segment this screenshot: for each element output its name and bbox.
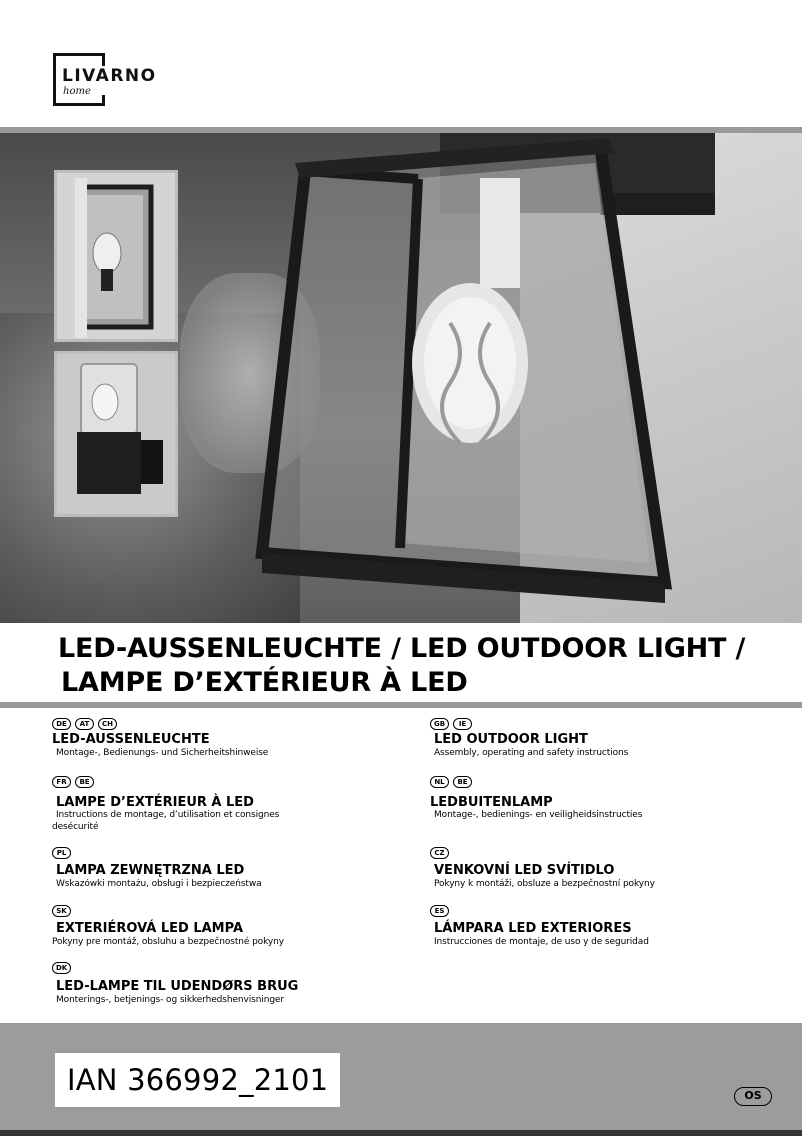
os-badge: OS xyxy=(734,1087,772,1106)
lang-title: LAMPA ZEWNĘTRZNA LED xyxy=(56,863,245,878)
country-badge: ES xyxy=(430,905,449,917)
lang-title: LÁMPARA LED EXTERIORES xyxy=(434,921,632,936)
country-badges xyxy=(52,847,412,861)
lang-title: LED-AUSSENLEUCHTE xyxy=(52,732,210,747)
lang-title: VENKOVNÍ LED SVÍTIDLO xyxy=(434,863,615,878)
lang-title: LAMPE D’EXTÉRIEUR À LED xyxy=(56,795,254,810)
lang-block-gb xyxy=(430,718,790,759)
country-badge: IE xyxy=(453,718,472,730)
hero-photo xyxy=(0,133,802,623)
country-badges xyxy=(52,962,412,976)
lang-description-cont: desécurité xyxy=(52,822,99,832)
brand-logo xyxy=(53,53,157,106)
country-badges xyxy=(430,776,790,790)
lang-title: LED OUTDOOR LIGHT xyxy=(434,732,588,747)
product-title xyxy=(58,632,745,700)
lang-block-cz xyxy=(430,847,790,890)
thumbnail-lantern xyxy=(54,170,178,342)
lang-title: LED-LAMPE TIL UDENDØRS BRUG xyxy=(56,979,299,994)
lang-block-fr xyxy=(52,776,412,834)
country-badge: GB xyxy=(430,718,449,730)
country-badges xyxy=(430,847,790,861)
country-badge: AT xyxy=(75,718,94,730)
lang-block-dk xyxy=(52,962,412,1006)
country-badge: DK xyxy=(52,962,71,974)
brand-name: LIVARNO xyxy=(62,66,157,86)
lang-description: Wskazówki montażu, obsługi i bezpieczeństwa xyxy=(56,879,262,889)
title-line-2: LAMPE D’EXTÉRIEUR À LED xyxy=(61,667,468,698)
lang-description: Montage-, Bedienungs- und Sicherheitshinweise xyxy=(56,748,269,758)
country-badges xyxy=(52,905,412,919)
lang-block-nl xyxy=(430,776,790,821)
lang-description: Monterings-, betjenings- og sikkerhedshenvisninger xyxy=(56,995,284,1005)
country-badge: FR xyxy=(52,776,71,788)
lang-block-pl xyxy=(52,847,412,890)
mid-divider xyxy=(0,702,802,708)
lang-description: Montage-, bedienings- en veiligheidsinstructies xyxy=(434,810,643,820)
country-badge: DE xyxy=(52,718,71,730)
country-badges xyxy=(430,718,790,732)
country-badge: BE xyxy=(75,776,94,788)
lang-description: Assembly, operating and safety instructions xyxy=(434,748,629,758)
lang-block-sk xyxy=(52,905,412,948)
country-badges xyxy=(52,718,412,732)
lang-title: LEDBUITENLAMP xyxy=(430,795,553,810)
ian-number: IAN 366992_2101 xyxy=(67,1063,329,1097)
lang-block-de xyxy=(52,718,412,759)
country-badges xyxy=(430,905,790,919)
country-badge: PL xyxy=(52,847,71,859)
lang-description: Pokyny pre montáž, obsluhu a bezpečnostné pokyny xyxy=(52,937,284,947)
country-badge: SK xyxy=(52,905,71,917)
country-badge: CH xyxy=(98,718,117,730)
footer-bottom-rule xyxy=(0,1130,802,1136)
lang-title: EXTERIÉROVÁ LED LAMPA xyxy=(56,921,244,936)
ian-box xyxy=(55,1053,340,1107)
lang-block-es xyxy=(430,905,790,948)
country-badge: NL xyxy=(430,776,449,788)
country-badge: BE xyxy=(453,776,472,788)
country-badges xyxy=(52,776,412,790)
lang-description: Instructions de montage, d’utilisation et consignes xyxy=(56,810,280,820)
lang-description: Instrucciones de montaje, de uso y de seguridad xyxy=(434,937,649,947)
title-line-1: LED-AUSSENLEUCHTE / LED OUTDOOR LIGHT / xyxy=(58,633,746,664)
brand-sub: home xyxy=(63,86,91,97)
thumbnail-cylinder-lamp xyxy=(54,351,178,517)
country-badge: CZ xyxy=(430,847,449,859)
lang-description: Pokyny k montáži, obsluze a bezpečnostní pokyny xyxy=(434,879,655,889)
